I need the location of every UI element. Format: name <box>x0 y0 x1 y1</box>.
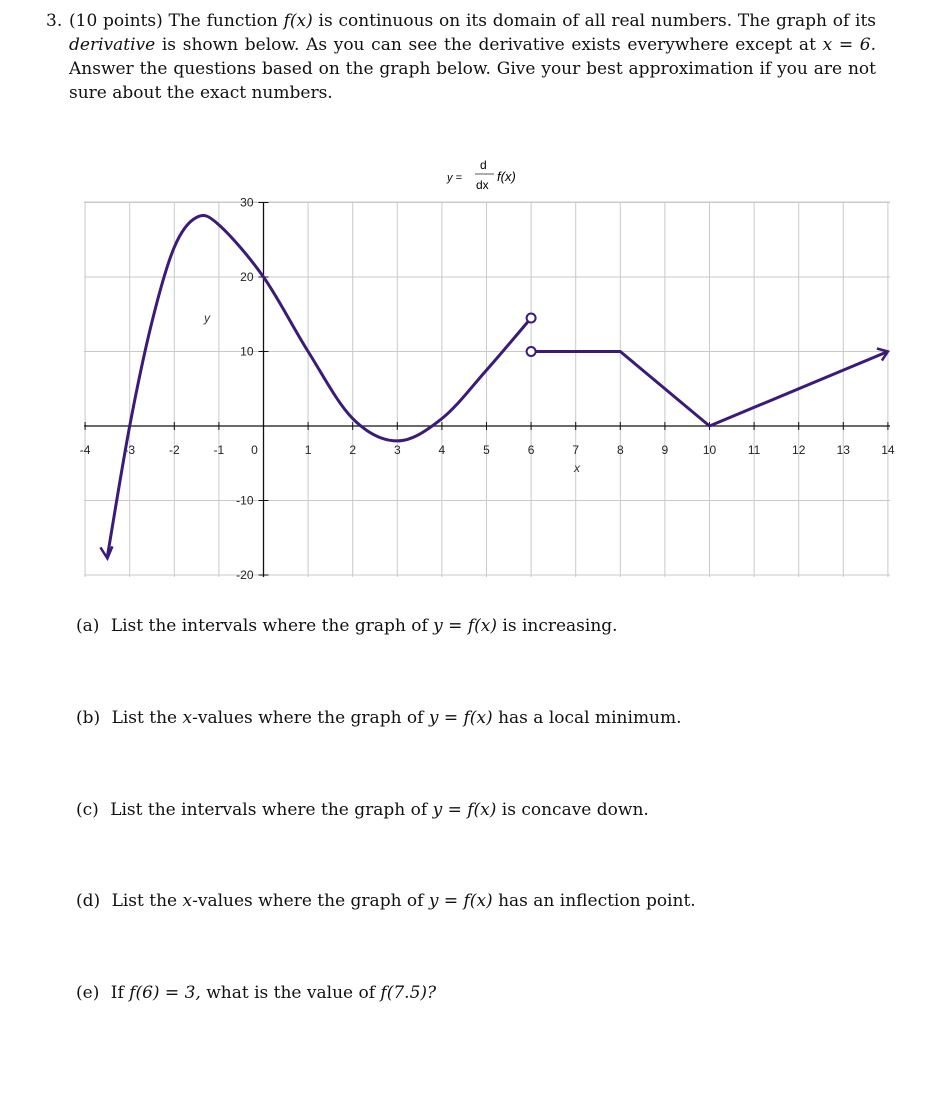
question-d-text: List the <box>111 891 178 911</box>
x-tick-label: 7 <box>572 443 580 457</box>
x-tick-label: 14 <box>881 443 895 457</box>
x-tick-label: 6 <box>527 443 535 457</box>
x-tick-label: 9 <box>661 443 669 457</box>
graph-y-axis-label: y <box>204 311 210 325</box>
x-tick-label: -1 <box>213 443 225 457</box>
question-a-text: List the intervals where the graph of <box>110 616 428 636</box>
y-tick-label: 20 <box>240 270 254 284</box>
open-point <box>527 313 536 322</box>
question-e-math-end: f(7.5)? <box>380 983 437 1003</box>
x-tick-label: 11 <box>747 443 761 457</box>
problem-points: (10 points) <box>69 11 163 31</box>
problem-text-a: The function <box>168 11 278 31</box>
question-c <box>76 798 649 822</box>
x-tick-label: -2 <box>168 443 180 457</box>
graph-tick-labels <box>80 196 895 583</box>
open-point <box>527 347 536 356</box>
graph-x-axis-label: x <box>574 461 580 475</box>
problem-emphasis: derivative <box>69 35 156 55</box>
graph-title-dx: dx <box>476 178 489 192</box>
graph-title-suffix: f(x) <box>497 169 516 184</box>
graph-title-d: d <box>480 158 487 172</box>
x-tick-label: 13 <box>836 443 850 457</box>
y-tick-label: -10 <box>236 493 254 508</box>
question-b-math: y = f(x) <box>428 708 493 728</box>
question-b-text-end: has a local minimum. <box>498 708 682 728</box>
problem-text-d: Answer the questions based on the graph below. Give your best approximation if you are not sure about the exact numbers. <box>69 59 876 103</box>
problem-text-b: is continuous on its domain of all real numbers. The graph of its <box>318 11 877 31</box>
question-d-text-mid: -values where the graph of <box>192 891 424 911</box>
x-tick-label: 8 <box>616 443 624 457</box>
question-e-label: (e) <box>76 983 100 1003</box>
x-tick-label: 3 <box>393 443 401 457</box>
problem-function: f(x) <box>283 11 313 31</box>
question-d-label: (d) <box>76 891 101 911</box>
x-tick-label: 2 <box>349 443 357 457</box>
question-c-label: (c) <box>76 800 99 820</box>
x-tick-label: -4 <box>79 443 91 457</box>
question-b <box>76 706 682 730</box>
graph-grid <box>84 202 890 577</box>
question-a-text-end: is increasing. <box>502 616 618 636</box>
x-tick-label: 1 <box>304 443 312 457</box>
question-c-math: y = f(x) <box>432 800 497 820</box>
question-b-text-mid: -values where the graph of <box>192 708 424 728</box>
question-e-text: If <box>110 983 124 1003</box>
question-d <box>76 889 696 913</box>
question-d-var: x <box>182 891 193 911</box>
question-b-var: x <box>182 708 193 728</box>
question-a-math: y = f(x) <box>433 616 497 636</box>
x-tick-label: 0 <box>251 443 258 457</box>
question-e <box>76 981 436 1005</box>
derivative-curve-left <box>107 215 531 556</box>
problem-number: 3. <box>46 11 63 31</box>
x-tick-label: 10 <box>702 443 717 457</box>
graph-title-prefix: y = <box>447 172 462 184</box>
question-b-label: (b) <box>76 708 101 728</box>
y-tick-label: 30 <box>240 195 254 210</box>
graph-title <box>446 158 516 192</box>
question-c-text-end: is concave down. <box>501 800 649 820</box>
arrow-down-icon <box>100 546 112 558</box>
question-b-text: List the <box>111 708 178 728</box>
y-tick-label: 10 <box>240 344 254 359</box>
problem-condition: x = 6. <box>822 35 877 55</box>
question-c-text: List the intervals where the graph of <box>110 800 428 820</box>
question-e-math: f(6) = 3, <box>129 983 201 1003</box>
x-tick-label: 4 <box>438 443 446 457</box>
y-tick-label: -20 <box>236 568 254 582</box>
question-d-math: y = f(x) <box>428 891 493 911</box>
question-d-text-end: has an inflection point. <box>498 891 696 911</box>
x-tick-label: 5 <box>483 443 490 457</box>
question-a <box>76 614 618 638</box>
problem-text-c: is shown below. As you can see the derivative exists everywhere except at <box>161 35 816 55</box>
x-tick-label: -3 <box>124 443 136 457</box>
question-e-text-mid: what is the value of <box>206 983 376 1003</box>
question-a-label: (a) <box>76 616 100 636</box>
x-tick-label: 12 <box>792 443 806 457</box>
